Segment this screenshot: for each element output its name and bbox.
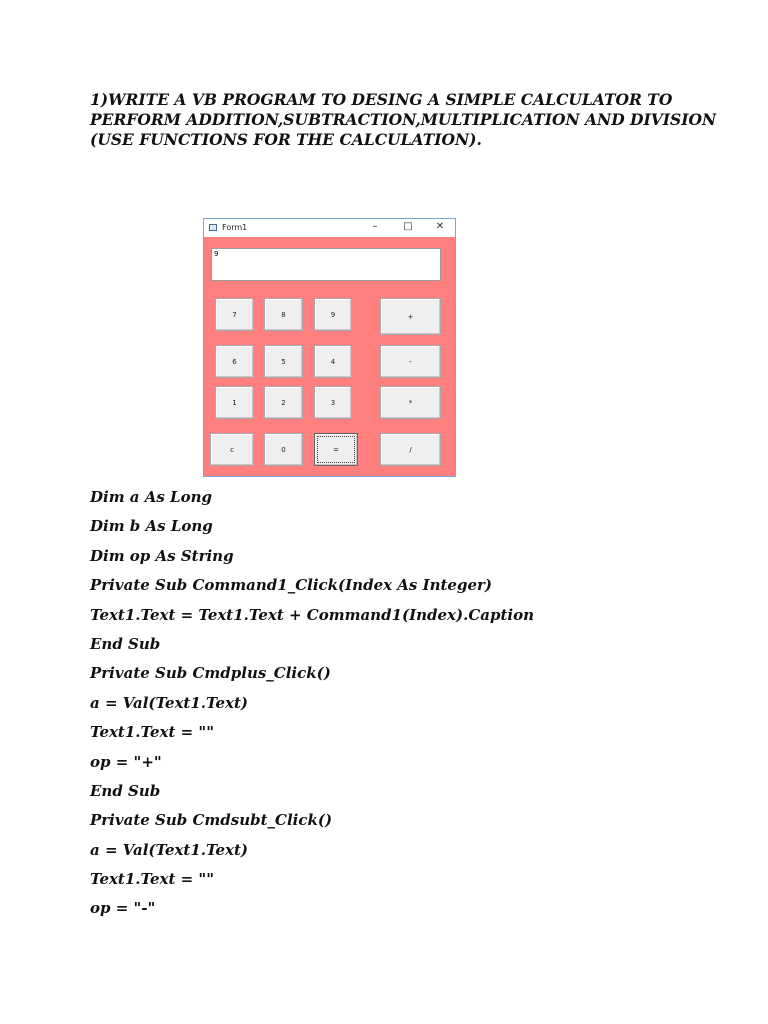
code-line: a = Val(Text1.Text): [90, 840, 248, 859]
code-line: op = "-": [90, 899, 156, 918]
code-line: End Sub: [90, 634, 161, 653]
heading-line-3: (USE FUNCTIONS FOR THE CALCULATION).: [90, 130, 482, 149]
calculator-form-window: [203, 218, 456, 477]
digit-4-button[interactable]: 4: [314, 345, 352, 378]
digit-3-button[interactable]: 3: [314, 386, 352, 419]
code-line: Text1.Text = "": [90, 723, 215, 742]
form-app-icon: [209, 224, 217, 231]
calculator-display[interactable]: 9: [211, 248, 441, 281]
code-line: Dim a As Long: [90, 488, 212, 506]
code-line: a = Val(Text1.Text): [90, 693, 248, 712]
digit-5-button[interactable]: 5: [264, 345, 303, 378]
digit-9-button[interactable]: 9: [314, 298, 352, 331]
maximize-button[interactable]: □: [403, 221, 413, 232]
vb-code-listing: [90, 486, 534, 927]
clear-button[interactable]: c: [210, 433, 254, 466]
close-button[interactable]: ✕: [435, 221, 445, 232]
assignment-heading: [90, 90, 740, 150]
code-line: Text1.Text = "": [90, 870, 215, 889]
minimize-button[interactable]: –: [372, 221, 378, 232]
digit-7-button[interactable]: 7: [215, 298, 254, 331]
code-line: Private Sub Cmdsubt_Click(): [90, 811, 333, 830]
digit-0-button[interactable]: 0: [264, 433, 303, 466]
code-line: Dim b As Long: [90, 517, 213, 536]
digit-8-button[interactable]: 8: [264, 298, 303, 331]
digit-6-button[interactable]: 6: [215, 345, 254, 378]
heading-line-2: PERFORM ADDITION,SUBTRACTION,MULTIPLICATION AND DIVISION: [90, 110, 717, 129]
code-line: Dim op As String: [90, 546, 234, 565]
code-line: Private Sub Command1_Click(Index As Integer): [90, 576, 493, 595]
divide-button[interactable]: /: [380, 433, 441, 466]
code-line: op = "+": [90, 752, 162, 771]
digit-2-button[interactable]: 2: [264, 386, 303, 419]
code-line: Text1.Text = Text1.Text + Command1(Index).Caption: [90, 605, 535, 624]
code-line: End Sub: [90, 781, 161, 800]
plus-button[interactable]: +: [380, 298, 441, 335]
minus-button[interactable]: -: [380, 345, 441, 378]
equals-button[interactable]: =: [314, 433, 358, 466]
heading-line-1: 1)WRITE A VB PROGRAM TO DESING A SIMPLE CALCULATOR TO: [90, 90, 673, 109]
form-titlebar: [204, 219, 455, 237]
code-line: Private Sub Cmdplus_Click(): [90, 664, 331, 683]
digit-1-button[interactable]: 1: [215, 386, 254, 419]
form-title: Form1: [222, 223, 248, 232]
multiply-button[interactable]: *: [380, 386, 441, 419]
